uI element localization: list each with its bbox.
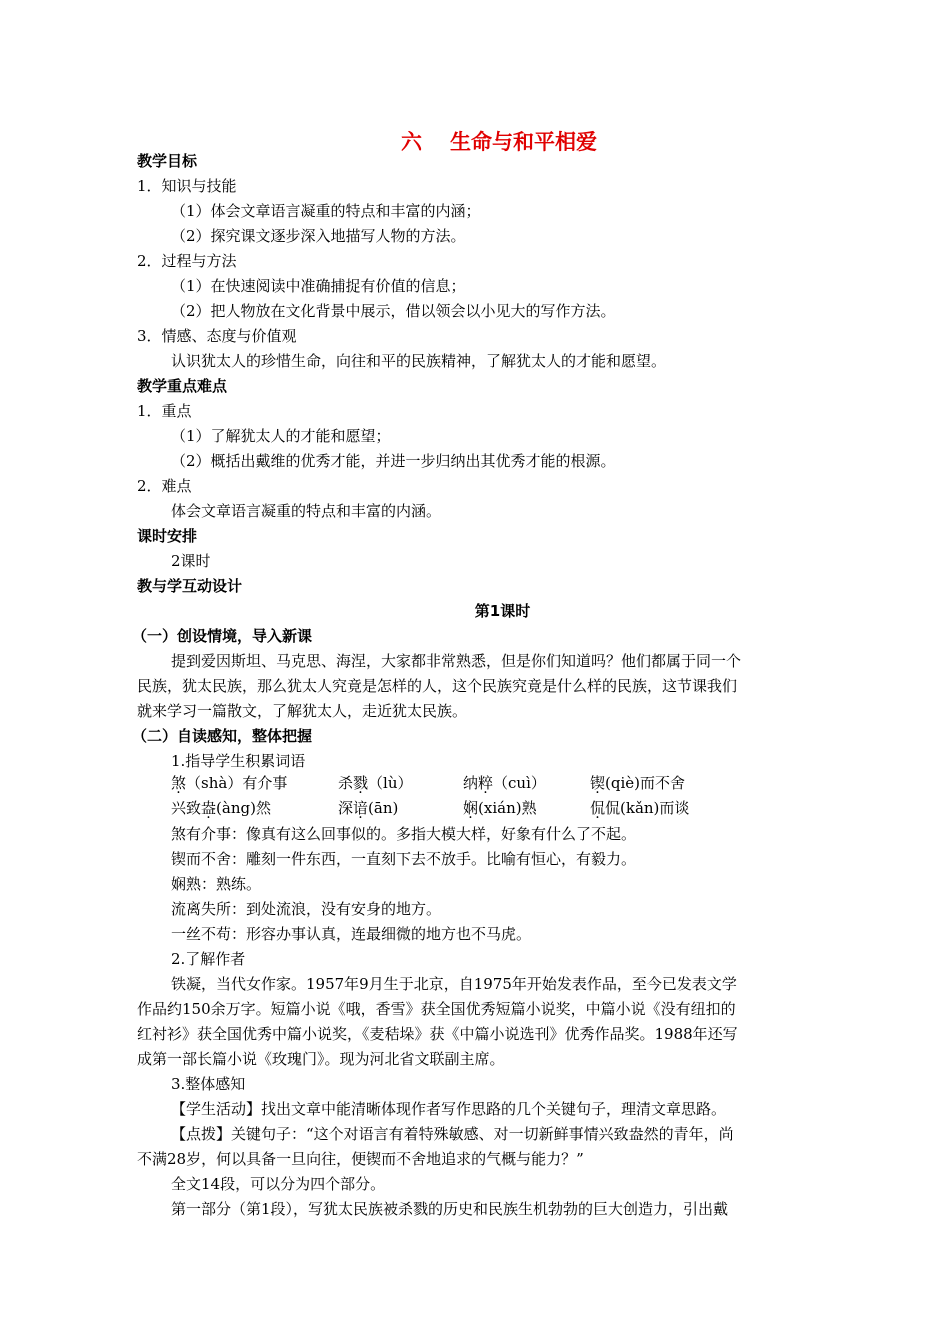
focus-heading: 教学重点难点 [137, 377, 228, 395]
guidance-line-2: 不满28岁，何以具备一旦向往，便锲而不舍地追求的气概与能力？” [137, 1150, 584, 1168]
goals-item-2b: （2）把人物放在文化背景中展示，借以领会以小见大的写作方法。 [171, 302, 616, 320]
structure-summary: 全文14段，可以分为四个部分。 [171, 1175, 386, 1193]
section-1-line-2: 民族，犹太民族，那么犹太人究竟是怎样的人，这个民族究竟是什么样的民族，这节课我们 [137, 677, 738, 695]
definition-2: 锲而不舍：雕刻一件东西，一直刻下去不放手。比喻有恒心，有毅力。 [171, 850, 637, 868]
vocab-word: 娴(xián)熟 [463, 799, 537, 817]
focus-item-2a: 体会文章语言凝重的特点和丰富的内涵。 [171, 502, 442, 520]
guidance-line-1: 【点拨】关键句子：“这个对语言有着特殊敏感、对一切新鲜事情兴致盎然的青年，尚 [171, 1125, 734, 1143]
goals-heading: 教学目标 [137, 152, 198, 170]
schedule-value: 2课时 [171, 552, 211, 570]
author-line-3: 红衬衫》获全国优秀中篇小说奖，《麦秸垛》获《中篇小说选刊》优秀作品奖。1988年还写 [137, 1025, 738, 1043]
definition-4: 流离失所：到处流浪，没有安身的地方。 [171, 900, 442, 918]
vocab-heading: 1.指导学生积累词语 [171, 752, 306, 770]
section-1-line-3: 就来学习一篇散文，了解犹太人，走近犹太民族。 [137, 702, 468, 720]
vocab-word: 杀戮（lù） [338, 774, 413, 792]
goals-item-3: 3．情感、态度与价值观 [137, 327, 297, 345]
overall-heading: 3.整体感知 [171, 1075, 246, 1093]
goals-item-1b: （2）探究课文逐步深入地描写人物的方法。 [171, 227, 466, 245]
schedule-heading: 课时安排 [137, 527, 198, 545]
vocab-word: 兴致盎(àng)然 [171, 799, 271, 817]
goals-item-1a: （1）体会文章语言凝重的特点和丰富的内涵； [171, 202, 481, 220]
author-line-2: 作品约150余万字。短篇小说《哦，香雪》获全国优秀短篇小说奖，中篇小说《没有纽扣的 [137, 1000, 736, 1018]
vocab-word: 锲(qiè)而不舍 [590, 774, 685, 792]
section-2-heading: （二）自读感知，整体把握 [132, 727, 313, 745]
definition-3: 娴熟：熟练。 [171, 875, 262, 893]
part-1-line: 第一部分（第1段），写犹太民族被杀戮的历史和民族生机勃勃的巨大创造力，引出戴 [171, 1200, 729, 1218]
focus-item-2: 2．难点 [137, 477, 192, 495]
definition-5: 一丝不苟：形容办事认真，连最细微的地方也不马虎。 [171, 925, 532, 943]
student-activity: 【学生活动】找出文章中能清晰体现作者写作思路的几个关键句子，理清文章思路。 [171, 1100, 727, 1118]
focus-item-1: 1．重点 [137, 402, 192, 420]
section-1-line-1: 提到爱因斯坦、马克思、海涅，大家都非常熟悉，但是你们知道吗？他们都属于同一个 [171, 652, 742, 670]
design-heading: 教与学互动设计 [137, 577, 243, 595]
vocab-word: 侃侃(kǎn)而谈 [590, 799, 690, 817]
focus-item-1a: （1）了解犹太人的才能和愿望； [171, 427, 391, 445]
vocab-word: 纳粹（cuì） [463, 774, 546, 792]
lesson-number: 六 [401, 130, 422, 154]
goals-item-1: 1．知识与技能 [137, 177, 237, 195]
author-line-1: 铁凝，当代女作家。1957年9月生于北京，自1975年开始发表作品，至今已发表文学 [171, 975, 737, 993]
goals-item-2: 2．过程与方法 [137, 252, 237, 270]
definition-1: 煞有介事：像真有这么回事似的。多指大模大样，好象有什么了不起。 [171, 825, 637, 843]
vocab-word: 深谙(ān) [338, 799, 399, 817]
vocab-word: 煞（shà）有介事 [171, 774, 288, 792]
lesson-title-text: 生命与和平相爱 [450, 130, 597, 154]
author-line-4: 成第一部长篇小说《玫瑰门》。现为河北省文联副主席。 [137, 1050, 505, 1068]
focus-item-1b: （2）概括出戴维的优秀才能，并进一步归纳出其优秀才能的根源。 [171, 452, 616, 470]
section-1-heading: （一）创设情境，导入新课 [132, 627, 313, 645]
lesson-period-heading: 第1课时 [474, 602, 531, 620]
author-heading: 2.了解作者 [171, 950, 246, 968]
goals-item-3a: 认识犹太人的珍惜生命，向往和平的民族精神，了解犹太人的才能和愿望。 [171, 352, 667, 370]
goals-item-2a: （1）在快速阅读中准确捕捉有价值的信息； [171, 277, 466, 295]
